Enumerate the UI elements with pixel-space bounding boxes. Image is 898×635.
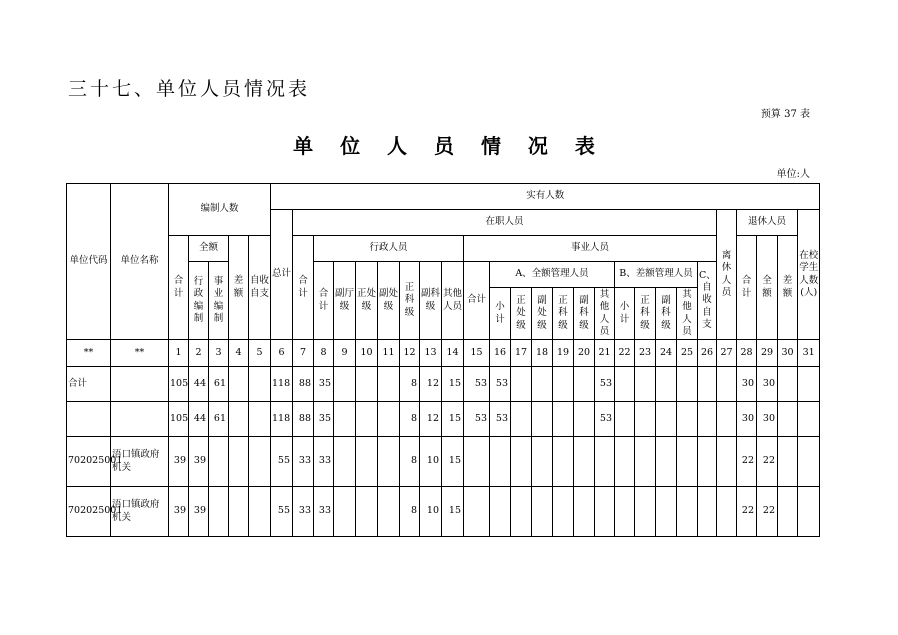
table-cell <box>595 487 615 537</box>
table-cell <box>778 402 798 437</box>
table-cell: 44 <box>189 367 209 402</box>
header-b-section: 正科级 <box>635 288 656 340</box>
table-cell: 15 <box>464 340 490 367</box>
table-cell: 33 <box>314 487 334 537</box>
table-cell: 22 <box>757 487 778 537</box>
table-cell: ** <box>111 340 169 367</box>
table-cell: 22 <box>737 487 757 537</box>
header-a-deputy-division: 副处级 <box>532 288 553 340</box>
table-cell <box>532 367 553 402</box>
table-cell <box>798 367 820 402</box>
table-cell <box>574 367 595 402</box>
header-admin-total: 合计 <box>314 262 334 340</box>
table-cell: 6 <box>271 340 293 367</box>
table-cell <box>229 402 249 437</box>
header-staffing: 编制人数 <box>169 184 271 236</box>
table-cell: 39 <box>169 487 189 537</box>
table-cell: 39 <box>189 487 209 537</box>
table-cell: 22 <box>737 437 757 487</box>
table-cell: 12 <box>420 402 442 437</box>
table-cell <box>464 487 490 537</box>
table-cell <box>656 437 677 487</box>
table-cell: 16 <box>490 340 511 367</box>
table-cell: 26 <box>698 340 717 367</box>
table-cell: 53 <box>464 367 490 402</box>
table-cell: 浯口镇政府机关 <box>111 487 169 537</box>
table-cell <box>677 487 698 537</box>
header-section: 正科级 <box>400 262 420 340</box>
table-cell: 2 <box>189 340 209 367</box>
table-cell <box>677 367 698 402</box>
table-cell <box>677 437 698 487</box>
table-cell <box>356 367 378 402</box>
header-b-other: 其他人员 <box>677 288 698 340</box>
table-cell: 53 <box>464 402 490 437</box>
table-cell <box>67 402 111 437</box>
table-cell: 30 <box>757 402 778 437</box>
table-cell <box>656 402 677 437</box>
table-cell: 23 <box>635 340 656 367</box>
table-cell <box>615 367 635 402</box>
table-cell <box>511 437 532 487</box>
table-cell <box>209 437 229 487</box>
table-cell: 13 <box>420 340 442 367</box>
header-b-balance: B、差额管理人员 <box>615 262 698 288</box>
table-cell: 61 <box>209 367 229 402</box>
table-cell <box>229 367 249 402</box>
header-admin-personnel: 行政人员 <box>314 236 464 262</box>
table-cell: 15 <box>442 487 464 537</box>
header-retired-leave: 离休人员 <box>717 210 737 340</box>
table-cell: 1 <box>169 340 189 367</box>
header-career-staffing: 事业编制 <box>209 262 229 340</box>
table-cell <box>574 487 595 537</box>
table-cell <box>778 367 798 402</box>
table-cell <box>532 437 553 487</box>
header-unit-name: 单位名称 <box>111 184 169 340</box>
header-admin-staffing: 行政编制 <box>189 262 209 340</box>
table-cell <box>532 402 553 437</box>
table-cell: 10 <box>420 437 442 487</box>
header-c-self: C、自收自支 <box>698 262 717 340</box>
table-cell <box>249 437 271 487</box>
table-cell: 53 <box>490 367 511 402</box>
table-cell <box>511 402 532 437</box>
table-cell: 30 <box>737 367 757 402</box>
table-cell <box>249 402 271 437</box>
table-cell: 88 <box>293 402 314 437</box>
table-cell <box>490 437 511 487</box>
table-cell <box>334 367 356 402</box>
table-cell: 17 <box>511 340 532 367</box>
table-cell <box>635 437 656 487</box>
header-b-subtotal: 小计 <box>615 288 635 340</box>
header-a-other: 其他人员 <box>595 288 615 340</box>
table-cell: 44 <box>189 402 209 437</box>
table-cell <box>229 437 249 487</box>
table-cell: 33 <box>314 437 334 487</box>
table-cell <box>532 487 553 537</box>
table-cell <box>111 367 169 402</box>
table-cell <box>356 487 378 537</box>
table-cell: 11 <box>378 340 400 367</box>
header-on-duty: 在职人员 <box>293 210 717 236</box>
table-cell: 浯口镇政府机关 <box>111 437 169 487</box>
table-cell <box>717 402 737 437</box>
table-cell: 39 <box>189 437 209 487</box>
table-cell <box>334 402 356 437</box>
table-cell <box>778 487 798 537</box>
header-a-division: 正处级 <box>511 288 532 340</box>
header-full-amount: 全额 <box>189 236 229 262</box>
table-cell <box>677 402 698 437</box>
table-cell: 14 <box>442 340 464 367</box>
header-self-funded: 自收自支 <box>249 236 271 340</box>
table-cell: 22 <box>615 340 635 367</box>
table-cell: 27 <box>717 340 737 367</box>
table-cell: 35 <box>314 367 334 402</box>
table-title: 单 位 人 员 情 况 表 <box>293 134 605 158</box>
table-row <box>67 487 820 537</box>
header-division: 正处级 <box>356 262 378 340</box>
table-cell: 合计 <box>67 367 111 402</box>
table-cell <box>249 487 271 537</box>
table-cell: 25 <box>677 340 698 367</box>
table-cell: 8 <box>400 402 420 437</box>
header-retired-full: 全额 <box>757 236 778 340</box>
table-cell <box>635 487 656 537</box>
table-cell: 8 <box>400 487 420 537</box>
table-cell <box>656 487 677 537</box>
table-cell: 702025001 <box>67 487 111 537</box>
table-header <box>67 184 820 340</box>
table-cell <box>798 402 820 437</box>
table-cell: 33 <box>293 437 314 487</box>
table-row <box>67 367 820 402</box>
table-cell <box>553 487 574 537</box>
header-deputy-division: 副处级 <box>378 262 400 340</box>
table-cell: 30 <box>778 340 798 367</box>
table-cell: 10 <box>420 487 442 537</box>
table-cell <box>553 402 574 437</box>
table-cell: 12 <box>400 340 420 367</box>
table-cell: 8 <box>314 340 334 367</box>
table-row <box>67 437 820 487</box>
table-cell: 30 <box>757 367 778 402</box>
header-deputy-bureau: 副厅级 <box>334 262 356 340</box>
table-cell: 29 <box>757 340 778 367</box>
table-cell <box>464 437 490 487</box>
table-cell <box>574 437 595 487</box>
table-cell <box>778 437 798 487</box>
table-cell <box>615 402 635 437</box>
table-cell <box>717 367 737 402</box>
table-cell <box>378 487 400 537</box>
table-cell: 9 <box>334 340 356 367</box>
table-cell <box>615 487 635 537</box>
table-cell: 10 <box>356 340 378 367</box>
table-cell <box>635 367 656 402</box>
table-cell <box>595 437 615 487</box>
table-cell <box>511 367 532 402</box>
table-cell: 118 <box>271 367 293 402</box>
table-cell: 7 <box>293 340 314 367</box>
header-students: 在校学生人数(人) <box>798 210 820 340</box>
header-retired: 退休人员 <box>737 210 798 236</box>
header-staffing-total: 合计 <box>169 236 189 340</box>
table-cell <box>574 402 595 437</box>
table-cell <box>635 402 656 437</box>
table-cell: 24 <box>656 340 677 367</box>
table-cell: 30 <box>737 402 757 437</box>
table-cell <box>615 437 635 487</box>
table-cell: 31 <box>798 340 820 367</box>
header-a-full: A、全额管理人员 <box>490 262 615 288</box>
table-cell: 12 <box>420 367 442 402</box>
table-cell: 22 <box>757 437 778 487</box>
table-cell: 39 <box>169 437 189 487</box>
table-cell <box>229 487 249 537</box>
table-cell <box>698 367 717 402</box>
form-number: 预算 37 表 <box>760 109 810 120</box>
table-cell <box>698 487 717 537</box>
table-cell <box>378 402 400 437</box>
table-cell: 53 <box>595 402 615 437</box>
header-a-section: 正科级 <box>553 288 574 340</box>
header-on-duty-total: 合计 <box>293 236 314 340</box>
table-cell <box>111 402 169 437</box>
column-number-row <box>67 340 820 367</box>
table-cell: ** <box>67 340 111 367</box>
table-cell <box>356 437 378 487</box>
table-cell <box>698 402 717 437</box>
table-cell <box>717 487 737 537</box>
table-cell <box>698 437 717 487</box>
table-cell: 118 <box>271 402 293 437</box>
page-heading: 三十七、单位人员情况表 <box>68 78 311 100</box>
table-cell: 18 <box>532 340 553 367</box>
header-balance: 差额 <box>229 236 249 340</box>
table-cell <box>378 367 400 402</box>
unit-label: 单位:人 <box>776 169 810 180</box>
table-cell <box>798 437 820 487</box>
table-cell <box>553 367 574 402</box>
table-cell: 61 <box>209 402 229 437</box>
table-cell: 8 <box>400 437 420 487</box>
table-cell <box>490 487 511 537</box>
table-cell <box>356 402 378 437</box>
header-career-personnel: 事业人员 <box>464 236 717 262</box>
table-cell <box>249 367 271 402</box>
table-cell: 33 <box>293 487 314 537</box>
table-cell <box>334 437 356 487</box>
table-body <box>67 340 820 537</box>
header-actual: 实有人数 <box>271 184 820 210</box>
header-grand-total: 总计 <box>271 210 293 340</box>
header-a-subtotal: 小计 <box>490 288 511 340</box>
table-cell <box>717 437 737 487</box>
header-deputy-section: 副科级 <box>420 262 442 340</box>
table-row <box>67 402 820 437</box>
table-cell <box>656 367 677 402</box>
table-cell: 3 <box>209 340 229 367</box>
table-cell: 20 <box>574 340 595 367</box>
header-unit-code: 单位代码 <box>67 184 111 340</box>
table-cell: 105 <box>169 402 189 437</box>
header-b-deputy-section: 副科级 <box>656 288 677 340</box>
table-cell: 15 <box>442 367 464 402</box>
table-cell: 702025001 <box>67 437 111 487</box>
table-cell: 15 <box>442 437 464 487</box>
personnel-table <box>66 183 820 537</box>
table-cell: 8 <box>400 367 420 402</box>
header-retired-balance: 差额 <box>778 236 798 340</box>
header-retired-total: 合计 <box>737 236 757 340</box>
table-cell: 55 <box>271 437 293 487</box>
table-cell <box>511 487 532 537</box>
table-cell: 53 <box>595 367 615 402</box>
table-cell: 88 <box>293 367 314 402</box>
table-cell: 105 <box>169 367 189 402</box>
table-cell <box>334 487 356 537</box>
table-cell: 19 <box>553 340 574 367</box>
table-cell: 55 <box>271 487 293 537</box>
table-cell: 21 <box>595 340 615 367</box>
table-cell: 5 <box>249 340 271 367</box>
table-cell: 28 <box>737 340 757 367</box>
table-cell <box>378 437 400 487</box>
header-career-total: 合计 <box>464 262 490 340</box>
table-cell: 15 <box>442 402 464 437</box>
header-a-deputy-section: 副科级 <box>574 288 595 340</box>
table-cell: 35 <box>314 402 334 437</box>
table-cell <box>553 437 574 487</box>
table-cell: 4 <box>229 340 249 367</box>
table-cell <box>209 487 229 537</box>
table-cell: 53 <box>490 402 511 437</box>
table-cell <box>798 487 820 537</box>
header-admin-other: 其他人员 <box>442 262 464 340</box>
